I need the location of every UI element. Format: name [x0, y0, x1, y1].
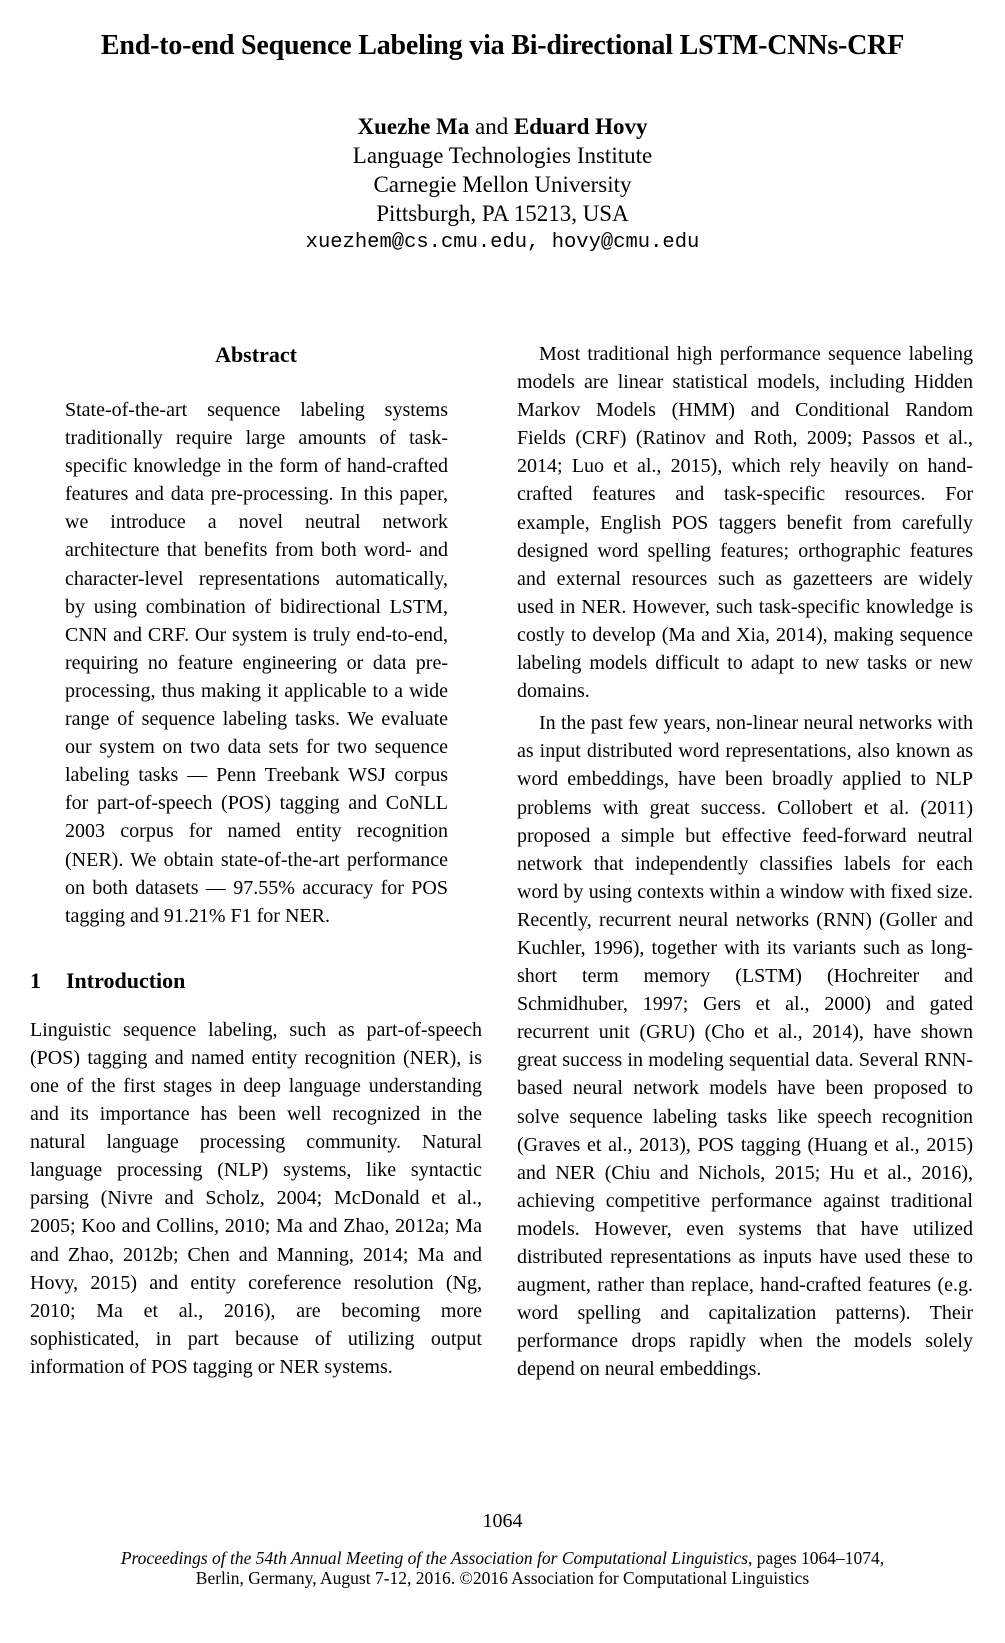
right-column [517, 340, 973, 1383]
abstract-heading: Abstract [215, 342, 297, 367]
author-address: Pittsburgh, PA 15213, USA [376, 201, 629, 226]
author-2: Eduard Hovy [513, 114, 648, 139]
left-column [30, 340, 482, 1381]
author-1: Xuezhe Ma [357, 114, 470, 139]
author-block [0, 112, 1005, 257]
author-institute: Language Technologies Institute [352, 143, 653, 168]
paper-title: End-to-end Sequence Labeling via Bi-directional LSTM-CNNs-CRF [100, 30, 905, 61]
page-number: 1064 [482, 1510, 523, 1532]
author-connector: and [474, 114, 509, 139]
section-number: 1 [30, 967, 41, 993]
author-names [0, 112, 1005, 141]
footer-line-1 [0, 1548, 1005, 1568]
section-title: Introduction [66, 967, 186, 993]
intro-paragraph-3: In the past few years, non-linear neural networks with as input distributed word representations, also known as word embeddings, have been broadly applied to NLP problems with great success. Collobert et al. (2011) proposed a simple but effective feed-forward neutral network that independently classifies labels for each word by using contexts within a window with fixed size. Recently, recurrent neural networks (RNN) (Goller and Kuchler, 1996), together with its variants such as long-short term memory (LSTM) (Hochreiter and Schmidhuber, 1997; Gers et al., 2000) and gated recurrent unit (GRU) (Cho et al., 2014), have shown great success in modeling sequential data. Several RNN-based neural network models have been proposed to solve sequence labeling tasks like speech recognition (Graves et al., 2013), POS tagging (Huang et al., 2015) and NER (Chiu and Nichols, 2015; Hu et al., 2016), achieving competitive performance against traditional models. However, even systems that have utilized distributed representations as inputs have used these to augment, rather than replace, hand-crafted features (e.g. word spelling and capitalization patterns). Their performance drops rapidly when the models solely depend on neural embeddings. [517, 712, 973, 1381]
intro-paragraph-1: Linguistic sequence labeling, such as part-of-speech (POS) tagging and named entity recognition (NER), is one of the first stages in deep language understanding and its importance has been well recognized in the natural language processing community. Natural language processing (NLP) systems, like syntactic parsing (Nivre and Scholz, 2004; McDonald et al., 2005; Koo and Collins, 2010; Ma and Zhao, 2012a; Ma and Zhao, 2012b; Chen and Manning, 2014; Ma and Hovy, 2015) and entity coreference resolution (Ng, 2010; Ma et al., 2016), are becoming more sophisticated, in part because of utilizing output information of POS tagging or NER systems. [30, 1018, 482, 1378]
footer-line-2: Berlin, Germany, August 7-12, 2016. ©2016 Association for Computational Linguistics [195, 1568, 810, 1588]
footer-pages: , pages 1064–1074, [748, 1548, 885, 1568]
footer-venue: Proceedings of the 54th Annual Meeting of the Association for Computational Linguistics [120, 1548, 749, 1568]
section-heading-introduction [30, 966, 482, 996]
proceedings-footer [0, 1548, 1005, 1588]
author-emails: xuezhem@cs.cmu.edu, hovy@cmu.edu [305, 231, 700, 254]
intro-paragraph-2: Most traditional high performance sequence labeling models are linear statistical models, including Hidden Markov Models (HMM) and Conditional Random Fields (CRF) (Ratinov and Roth, 2009; Passos et al., 2014; Luo et al., 2015), which rely heavily on hand-crafted features and task-specific resources. For example, English POS taggers benefit from carefully designed word spelling features; orthographic features and external resources such as gazetteers are widely used in NER. However, such task-specific knowledge is costly to develop (Ma and Xia, 2014), making sequence labeling models difficult to adapt to new tasks or new domains. [517, 343, 973, 703]
author-university: Carnegie Mellon University [373, 172, 632, 197]
abstract-text: State-of-the-art sequence labeling systems traditionally require large amounts of task-specific knowledge in the form of hand-crafted features and data pre-processing. In this paper, we introduce a novel neutral network architecture that benefits from both word- and character-level representations automatically, by using combination of bidirectional LSTM, CNN and CRF. Our system is truly end-to-end, requiring no feature engineering or data pre-processing, thus making it applicable to a wide range of sequence labeling tasks. We evaluate our system on two data sets for two sequence labeling tasks — Penn Treebank WSJ corpus for part-of-speech (POS) tagging and CoNLL 2003 corpus for named entity recognition (NER). We obtain state-of-the-art performance on both datasets — 97.55% accuracy for POS tagging and 91.21% F1 for NER. [65, 399, 448, 927]
